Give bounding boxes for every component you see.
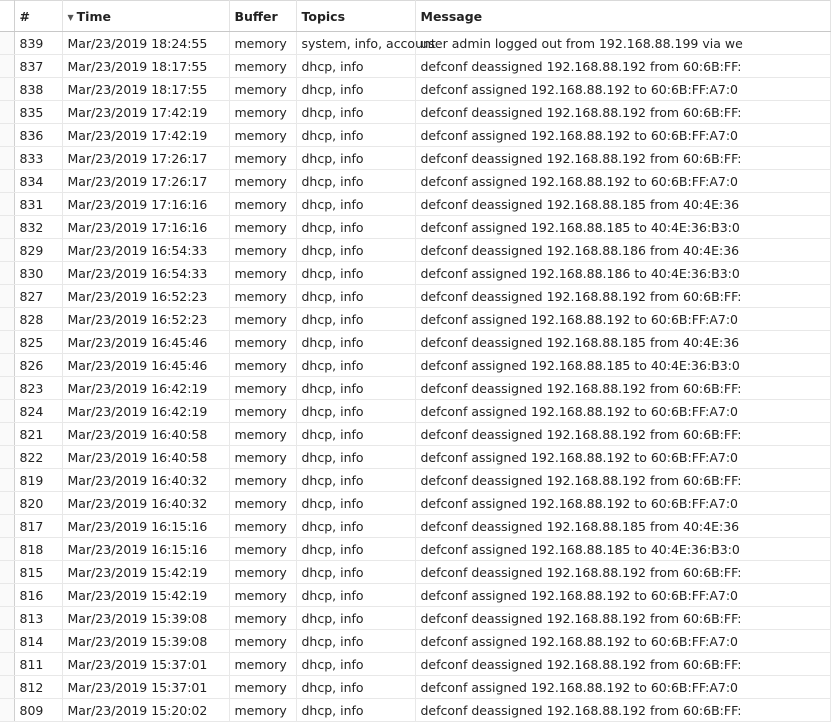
- row-selector[interactable]: [0, 584, 14, 607]
- cell-buffer: memory: [229, 216, 296, 239]
- log-table-header: [0, 1, 830, 32]
- row-selector[interactable]: [0, 630, 14, 653]
- cell-message: defconf assigned 192.168.88.192 to 60:6B:FF:A7:0: [415, 630, 830, 653]
- cell-number: 837: [14, 55, 62, 78]
- row-selector[interactable]: [0, 423, 14, 446]
- cell-message: defconf deassigned 192.168.88.185 from 40:4E:36: [415, 331, 830, 354]
- column-header-buffer-label: Buffer: [234, 8, 278, 24]
- header-row: [0, 1, 830, 32]
- cell-time: Mar/23/2019 16:45:46: [62, 331, 229, 354]
- row-selector[interactable]: [0, 492, 14, 515]
- log-row[interactable]: [0, 124, 830, 147]
- cell-number: 832: [14, 216, 62, 239]
- cell-topics: dhcp, info: [296, 331, 415, 354]
- cell-topics: dhcp, info: [296, 193, 415, 216]
- cell-number: 829: [14, 239, 62, 262]
- cell-number: 834: [14, 170, 62, 193]
- cell-topics: dhcp, info: [296, 170, 415, 193]
- log-row[interactable]: [0, 216, 830, 239]
- cell-time: Mar/23/2019 17:16:16: [62, 216, 229, 239]
- cell-buffer: memory: [229, 193, 296, 216]
- log-row[interactable]: [0, 584, 830, 607]
- cell-topics: dhcp, info: [296, 607, 415, 630]
- cell-buffer: memory: [229, 469, 296, 492]
- cell-topics: dhcp, info: [296, 515, 415, 538]
- cell-message: defconf deassigned 192.168.88.192 from 60:6B:FF:: [415, 55, 830, 78]
- cell-number: 828: [14, 308, 62, 331]
- cell-time: Mar/23/2019 16:42:19: [62, 400, 229, 423]
- log-row[interactable]: [0, 653, 830, 676]
- log-row[interactable]: [0, 147, 830, 170]
- cell-buffer: memory: [229, 55, 296, 78]
- cell-message: defconf deassigned 192.168.88.192 from 60:6B:FF:: [415, 607, 830, 630]
- cell-topics: dhcp, info: [296, 285, 415, 308]
- row-selector[interactable]: [0, 607, 14, 630]
- cell-time: Mar/23/2019 17:42:19: [62, 101, 229, 124]
- cell-topics: dhcp, info: [296, 699, 415, 722]
- cell-message: defconf assigned 192.168.88.192 to 60:6B:FF:A7:0: [415, 400, 830, 423]
- cell-time: Mar/23/2019 16:54:33: [62, 262, 229, 285]
- cell-buffer: memory: [229, 377, 296, 400]
- log-row[interactable]: [0, 515, 830, 538]
- cell-number: 835: [14, 101, 62, 124]
- cell-time: Mar/23/2019 18:17:55: [62, 78, 229, 101]
- row-selector[interactable]: [0, 377, 14, 400]
- column-header-topics-label: Topics: [301, 8, 346, 24]
- cell-buffer: memory: [229, 124, 296, 147]
- cell-buffer: memory: [229, 423, 296, 446]
- row-selector[interactable]: [0, 239, 14, 262]
- cell-message: defconf deassigned 192.168.88.192 from 60:6B:FF:: [415, 285, 830, 308]
- cell-number: 818: [14, 538, 62, 561]
- log-row[interactable]: [0, 607, 830, 630]
- cell-buffer: memory: [229, 676, 296, 699]
- cell-topics: dhcp, info: [296, 239, 415, 262]
- column-header-number[interactable]: [14, 1, 62, 32]
- cell-topics: dhcp, info: [296, 630, 415, 653]
- cell-message: defconf assigned 192.168.88.192 to 60:6B:FF:A7:0: [415, 446, 830, 469]
- cell-buffer: memory: [229, 147, 296, 170]
- log-row[interactable]: [0, 423, 830, 446]
- cell-topics: dhcp, info: [296, 584, 415, 607]
- row-selector[interactable]: [0, 331, 14, 354]
- cell-message: defconf deassigned 192.168.88.186 from 40:4E:36: [415, 239, 830, 262]
- log-row[interactable]: [0, 354, 830, 377]
- cell-message: defconf deassigned 192.168.88.185 from 40:4E:36: [415, 193, 830, 216]
- row-selector[interactable]: [0, 354, 14, 377]
- cell-buffer: memory: [229, 699, 296, 722]
- cell-buffer: memory: [229, 285, 296, 308]
- cell-buffer: memory: [229, 653, 296, 676]
- cell-number: 817: [14, 515, 62, 538]
- cell-buffer: memory: [229, 446, 296, 469]
- cell-message: defconf deassigned 192.168.88.192 from 60:6B:FF:: [415, 469, 830, 492]
- log-table-body: [0, 32, 830, 722]
- cell-buffer: memory: [229, 354, 296, 377]
- cell-time: Mar/23/2019 17:26:17: [62, 147, 229, 170]
- log-row[interactable]: [0, 377, 830, 400]
- row-selector[interactable]: [0, 216, 14, 239]
- log-row[interactable]: [0, 676, 830, 699]
- cell-number: 825: [14, 331, 62, 354]
- cell-message: user admin logged out from 192.168.88.199 via we: [415, 32, 830, 55]
- log-row[interactable]: [0, 492, 830, 515]
- cell-time: Mar/23/2019 16:40:32: [62, 469, 229, 492]
- cell-message: defconf deassigned 192.168.88.185 from 40:4E:36: [415, 515, 830, 538]
- log-row[interactable]: [0, 262, 830, 285]
- cell-message: defconf deassigned 192.168.88.192 from 60:6B:FF:: [415, 101, 830, 124]
- cell-topics: dhcp, info: [296, 216, 415, 239]
- log-row[interactable]: [0, 32, 830, 55]
- column-header-time[interactable]: [62, 1, 229, 32]
- row-selector[interactable]: [0, 699, 14, 722]
- row-selector[interactable]: [0, 193, 14, 216]
- cell-number: 813: [14, 607, 62, 630]
- log-row[interactable]: [0, 193, 830, 216]
- cell-topics: dhcp, info: [296, 400, 415, 423]
- cell-buffer: memory: [229, 492, 296, 515]
- log-row[interactable]: [0, 699, 830, 722]
- log-row[interactable]: [0, 446, 830, 469]
- cell-buffer: memory: [229, 101, 296, 124]
- row-selector[interactable]: [0, 55, 14, 78]
- cell-time: Mar/23/2019 18:24:55: [62, 32, 229, 55]
- cell-message: defconf deassigned 192.168.88.192 from 60:6B:FF:: [415, 699, 830, 722]
- cell-number: 820: [14, 492, 62, 515]
- cell-time: Mar/23/2019 16:42:19: [62, 377, 229, 400]
- log-row[interactable]: [0, 308, 830, 331]
- cell-topics: dhcp, info: [296, 423, 415, 446]
- cell-message: defconf deassigned 192.168.88.192 from 60:6B:FF:: [415, 377, 830, 400]
- cell-time: Mar/23/2019 15:37:01: [62, 653, 229, 676]
- cell-time: Mar/23/2019 15:20:02: [62, 699, 229, 722]
- cell-topics: dhcp, info: [296, 124, 415, 147]
- cell-topics: dhcp, info: [296, 676, 415, 699]
- cell-message: defconf assigned 192.168.88.192 to 60:6B:FF:A7:0: [415, 308, 830, 331]
- cell-buffer: memory: [229, 515, 296, 538]
- cell-buffer: memory: [229, 331, 296, 354]
- column-header-message-label: Message: [420, 8, 483, 24]
- cell-number: 819: [14, 469, 62, 492]
- cell-number: 839: [14, 32, 62, 55]
- cell-message: defconf assigned 192.168.88.192 to 60:6B:FF:A7:0: [415, 584, 830, 607]
- row-selector[interactable]: [0, 446, 14, 469]
- cell-number: 816: [14, 584, 62, 607]
- cell-message: defconf assigned 192.168.88.185 to 40:4E:36:B3:0: [415, 538, 830, 561]
- cell-buffer: memory: [229, 561, 296, 584]
- cell-time: Mar/23/2019 17:42:19: [62, 124, 229, 147]
- cell-number: 826: [14, 354, 62, 377]
- log-row[interactable]: [0, 55, 830, 78]
- cell-time: Mar/23/2019 17:16:16: [62, 193, 229, 216]
- log-row[interactable]: [0, 101, 830, 124]
- cell-buffer: memory: [229, 32, 296, 55]
- cell-number: 809: [14, 699, 62, 722]
- cell-number: 827: [14, 285, 62, 308]
- cell-topics: dhcp, info: [296, 55, 415, 78]
- row-selector[interactable]: [0, 561, 14, 584]
- log-row[interactable]: [0, 561, 830, 584]
- row-selector[interactable]: [0, 515, 14, 538]
- cell-topics: system, info, account: [296, 32, 415, 55]
- row-selector[interactable]: [0, 170, 14, 193]
- cell-topics: dhcp, info: [296, 101, 415, 124]
- row-selector[interactable]: [0, 308, 14, 331]
- cell-message: defconf deassigned 192.168.88.192 from 60:6B:FF:: [415, 147, 830, 170]
- row-selector-header[interactable]: [0, 1, 14, 32]
- row-selector[interactable]: [0, 285, 14, 308]
- cell-time: Mar/23/2019 16:52:23: [62, 285, 229, 308]
- log-row[interactable]: [0, 469, 830, 492]
- column-header-number-label: #: [19, 8, 30, 24]
- sort-down-triangle-icon: ▼: [67, 12, 74, 22]
- column-header-buffer[interactable]: [229, 1, 296, 32]
- cell-time: Mar/23/2019 18:17:55: [62, 55, 229, 78]
- cell-number: 823: [14, 377, 62, 400]
- cell-topics: dhcp, info: [296, 262, 415, 285]
- cell-buffer: memory: [229, 262, 296, 285]
- cell-message: defconf assigned 192.168.88.186 to 40:4E:36:B3:0: [415, 262, 830, 285]
- row-selector[interactable]: [0, 676, 14, 699]
- cell-number: 815: [14, 561, 62, 584]
- log-row[interactable]: [0, 78, 830, 101]
- row-selector[interactable]: [0, 101, 14, 124]
- cell-time: Mar/23/2019 15:39:08: [62, 630, 229, 653]
- cell-buffer: memory: [229, 538, 296, 561]
- cell-number: 812: [14, 676, 62, 699]
- cell-number: 830: [14, 262, 62, 285]
- cell-number: 831: [14, 193, 62, 216]
- cell-topics: dhcp, info: [296, 147, 415, 170]
- row-selector[interactable]: [0, 147, 14, 170]
- cell-buffer: memory: [229, 584, 296, 607]
- cell-time: Mar/23/2019 16:45:46: [62, 354, 229, 377]
- cell-topics: dhcp, info: [296, 653, 415, 676]
- cell-time: Mar/23/2019 15:37:01: [62, 676, 229, 699]
- cell-number: 814: [14, 630, 62, 653]
- row-selector[interactable]: [0, 78, 14, 101]
- cell-number: 836: [14, 124, 62, 147]
- log-row[interactable]: [0, 630, 830, 653]
- cell-topics: dhcp, info: [296, 78, 415, 101]
- cell-buffer: memory: [229, 630, 296, 653]
- row-selector[interactable]: [0, 400, 14, 423]
- cell-message: defconf assigned 192.168.88.192 to 60:6B:FF:A7:0: [415, 170, 830, 193]
- cell-time: Mar/23/2019 15:42:19: [62, 561, 229, 584]
- cell-time: Mar/23/2019 16:15:16: [62, 538, 229, 561]
- cell-number: 821: [14, 423, 62, 446]
- cell-topics: dhcp, info: [296, 354, 415, 377]
- cell-message: defconf deassigned 192.168.88.192 from 60:6B:FF:: [415, 653, 830, 676]
- cell-message: defconf assigned 192.168.88.192 to 60:6B:FF:A7:0: [415, 676, 830, 699]
- cell-topics: dhcp, info: [296, 377, 415, 400]
- row-selector[interactable]: [0, 124, 14, 147]
- cell-time: Mar/23/2019 16:40:32: [62, 492, 229, 515]
- cell-message: defconf assigned 192.168.88.192 to 60:6B:FF:A7:0: [415, 492, 830, 515]
- column-header-time-label: Time: [76, 8, 111, 24]
- cell-topics: dhcp, info: [296, 561, 415, 584]
- cell-number: 822: [14, 446, 62, 469]
- row-selector[interactable]: [0, 262, 14, 285]
- cell-time: Mar/23/2019 15:39:08: [62, 607, 229, 630]
- cell-time: Mar/23/2019 15:42:19: [62, 584, 229, 607]
- row-selector[interactable]: [0, 538, 14, 561]
- log-row[interactable]: [0, 239, 830, 262]
- cell-topics: dhcp, info: [296, 308, 415, 331]
- cell-buffer: memory: [229, 607, 296, 630]
- cell-buffer: memory: [229, 239, 296, 262]
- cell-topics: dhcp, info: [296, 538, 415, 561]
- log-row[interactable]: [0, 170, 830, 193]
- log-row[interactable]: [0, 331, 830, 354]
- cell-time: Mar/23/2019 16:15:16: [62, 515, 229, 538]
- cell-topics: dhcp, info: [296, 446, 415, 469]
- cell-time: Mar/23/2019 16:52:23: [62, 308, 229, 331]
- cell-message: defconf assigned 192.168.88.185 to 40:4E:36:B3:0: [415, 354, 830, 377]
- cell-message: defconf assigned 192.168.88.185 to 40:4E:36:B3:0: [415, 216, 830, 239]
- cell-message: defconf deassigned 192.168.88.192 from 60:6B:FF:: [415, 423, 830, 446]
- cell-buffer: memory: [229, 78, 296, 101]
- column-header-message[interactable]: [415, 1, 830, 32]
- row-selector[interactable]: [0, 469, 14, 492]
- cell-buffer: memory: [229, 308, 296, 331]
- row-selector[interactable]: [0, 653, 14, 676]
- cell-message: defconf assigned 192.168.88.192 to 60:6B:FF:A7:0: [415, 78, 830, 101]
- log-row[interactable]: [0, 538, 830, 561]
- cell-time: Mar/23/2019 16:40:58: [62, 423, 229, 446]
- cell-time: Mar/23/2019 17:26:17: [62, 170, 229, 193]
- cell-message: defconf deassigned 192.168.88.192 from 60:6B:FF:: [415, 561, 830, 584]
- cell-buffer: memory: [229, 170, 296, 193]
- cell-time: Mar/23/2019 16:40:58: [62, 446, 229, 469]
- cell-number: 838: [14, 78, 62, 101]
- row-selector[interactable]: [0, 32, 14, 55]
- cell-message: defconf assigned 192.168.88.192 to 60:6B:FF:A7:0: [415, 124, 830, 147]
- log-row[interactable]: [0, 400, 830, 423]
- cell-time: Mar/23/2019 16:54:33: [62, 239, 229, 262]
- log-row[interactable]: [0, 285, 830, 308]
- cell-buffer: memory: [229, 400, 296, 423]
- column-header-topics[interactable]: [296, 1, 415, 32]
- cell-topics: dhcp, info: [296, 492, 415, 515]
- cell-number: 824: [14, 400, 62, 423]
- cell-number: 833: [14, 147, 62, 170]
- cell-number: 811: [14, 653, 62, 676]
- cell-topics: dhcp, info: [296, 469, 415, 492]
